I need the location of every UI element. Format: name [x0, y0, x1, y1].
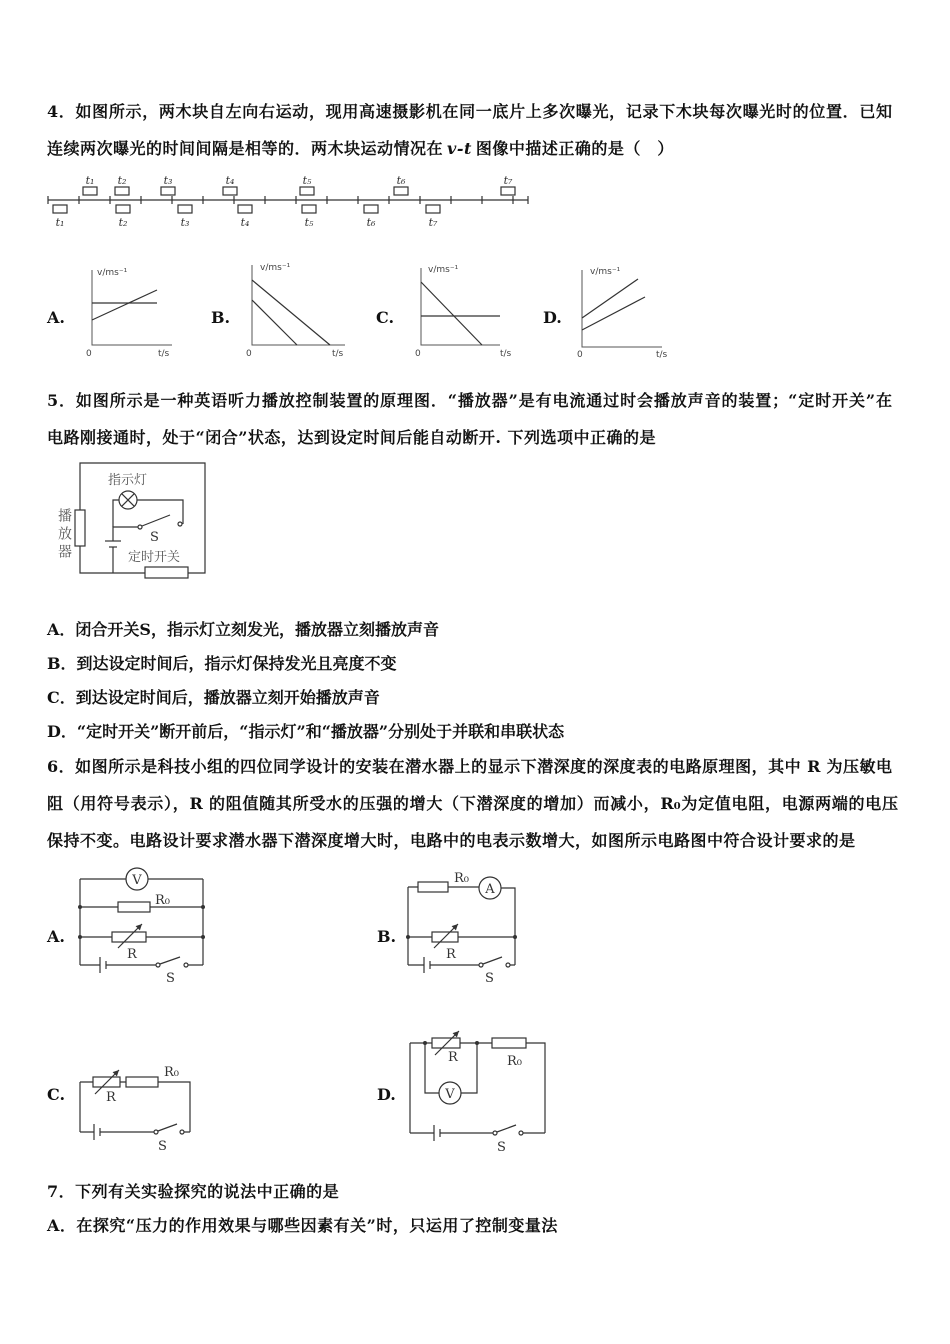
- graph-b-y-label: v/ms⁻¹: [260, 263, 291, 273]
- circuit-b-junction: [513, 935, 517, 939]
- circuit-b-switch-blade: [483, 957, 502, 964]
- circuit-a-junction: [78, 935, 82, 939]
- graph-b-axes: [252, 265, 345, 345]
- lower-block-t5: [302, 205, 316, 213]
- q5-option-c: C．到达设定时间后，播放器立刻开始播放声音: [47, 688, 380, 707]
- switch-label: S: [150, 530, 159, 545]
- lower-block-t1: [53, 205, 67, 213]
- q4-stem-line-1: 4．如图所示，两木块自左向右运动，现用高速摄影机在同一底片上多次曝光，记录下木块每次曝光时的位置．已知: [47, 102, 892, 121]
- lower-label-t1: t₁: [55, 216, 65, 229]
- q6-circuit-c: [70, 1058, 200, 1156]
- lower-block-t6: [364, 205, 378, 213]
- upper-block-t3: [161, 187, 175, 195]
- circuit-d-junction: [475, 1041, 479, 1045]
- circuit-c-loop-wire: [80, 1082, 190, 1132]
- lower-label-t3: t₃: [180, 216, 190, 229]
- circuit-a-r-label: R: [127, 947, 137, 962]
- circuit-c-switch-label: S: [158, 1139, 167, 1154]
- circuit-a-switch-blade: [160, 957, 180, 964]
- q4-option-c-label: C.: [376, 308, 395, 327]
- graph-c-falling-line: [421, 282, 482, 345]
- q6-stem-line-1: 6．如图所示是科技小组的四位同学设计的安装在潜水器上的显示下潜深度的深度表的电路原理图，其中 R 为压敏电: [47, 757, 892, 776]
- circuit-c-r-label: R: [106, 1090, 116, 1105]
- timer-switch-element: [145, 567, 188, 578]
- q5-option-d: D．“定时开关”断开前后，“指示灯”和“播放器”分别处于并联和串联状态: [47, 722, 565, 741]
- circuit-b-r0-label: R₀: [454, 871, 469, 886]
- graph-a: [86, 268, 172, 359]
- graph-a-x-label: t/s: [158, 349, 170, 359]
- graph-a-rising-line: [92, 290, 157, 320]
- graph-a-y-label: v/ms⁻¹: [97, 268, 128, 278]
- graph-d-x-label: t/s: [656, 350, 668, 360]
- graph-d-y-label: v/ms⁻¹: [590, 267, 621, 277]
- lower-block-t3: [178, 205, 192, 213]
- q4-option-d-label: D.: [543, 308, 562, 327]
- lamp-label: 指示灯: [108, 473, 148, 488]
- upper-label-t3: t₃: [163, 174, 173, 187]
- circuit-d-switch-label: S: [497, 1140, 506, 1155]
- q7-option-a: A．在探究“压力的作用效果与哪些因素有关”时，只运用了控制变量法: [47, 1216, 558, 1235]
- upper-label-t2: t₂: [117, 174, 127, 187]
- upper-label-t5: t₅: [302, 174, 312, 187]
- circuit-b-switch-contact: [506, 963, 510, 967]
- q6-stem-line-3: 保持不变。电路设计要求潜水器下潜深度增大时，电路中的电表示数增大，如图所示电路图中符合设计要求的是: [47, 831, 856, 850]
- circuit-c-r0-label: R₀: [164, 1065, 179, 1080]
- circuit-c-fixed-resistor: [126, 1077, 158, 1087]
- graph-d-rising-line-2: [582, 297, 645, 330]
- q6-circuit-a: [70, 862, 215, 987]
- upper-block-t6: [394, 187, 408, 195]
- circuit-d-voltmeter-label: V: [445, 1087, 455, 1102]
- circuit-b-fixed-resistor: [418, 882, 448, 892]
- circuit-c-switch-blade: [158, 1124, 177, 1131]
- circuit-b-ammeter-label: A: [485, 882, 495, 897]
- graph-c-y-label: v/ms⁻¹: [428, 265, 459, 275]
- graph-b-x-label: t/s: [332, 349, 344, 359]
- graph-b: [246, 263, 345, 359]
- upper-block-t2: [115, 187, 129, 195]
- circuit-a-r0-label: R₀: [155, 893, 170, 908]
- circuit-a-fixed-resistor: [118, 902, 150, 912]
- circuit-b-r-label: R: [446, 947, 456, 962]
- q5-option-b: B．到达设定时间后，指示灯保持发光且亮度不变: [47, 654, 397, 673]
- q6-circuit-b: [400, 864, 525, 990]
- circuit-a-switch-label: S: [166, 971, 175, 986]
- circuit-d-fixed-resistor: [492, 1038, 526, 1048]
- q4-stem-line-2-part-b: 图像中描述正确的是（ ）: [475, 139, 674, 158]
- circuit-b-variable-arrow: [434, 924, 458, 948]
- q4-vt-graphs: [75, 258, 685, 362]
- graph-b-falling-line-2: [252, 300, 297, 345]
- switch-left-contact: [138, 525, 142, 529]
- lamp-cross: [122, 494, 135, 507]
- circuit-d-switch-contact: [519, 1131, 523, 1135]
- graph-d: [577, 267, 668, 360]
- switch-blade: [142, 515, 170, 526]
- upper-label-t6: t₆: [396, 174, 406, 187]
- lower-label-t2: t₂: [118, 216, 128, 229]
- circuit-d-sensor-resistor: [432, 1038, 460, 1048]
- graph-a-origin: 0: [86, 349, 92, 359]
- lower-block-t4: [238, 205, 252, 213]
- circuit-d-junction: [423, 1041, 427, 1045]
- upper-block-t1: [83, 187, 97, 195]
- q7-stem-line-1: 7．下列有关实验探究的说法中正确的是: [47, 1182, 340, 1201]
- upper-label-t1: t₁: [85, 174, 95, 187]
- upper-block-t7: [501, 187, 515, 195]
- switch-right-contact: [178, 522, 182, 526]
- q6-option-d-label: D.: [377, 1085, 396, 1104]
- circuit-a-variable-arrow: [118, 924, 142, 948]
- q5-stem-line-1: 5．如图所示是一种英语听力播放控制装置的原理图．“播放器”是有电流通过时会播放声音的装置；“定时开关”在: [47, 391, 892, 410]
- lower-label-t4: t₄: [240, 216, 250, 229]
- upper-label-t4: t₄: [225, 174, 235, 187]
- circuit-a-side-wires: [80, 879, 203, 965]
- upper-block-t4: [223, 187, 237, 195]
- circuit-a-junction: [78, 905, 82, 909]
- q6-option-c-label: C.: [47, 1085, 66, 1104]
- switch-left-wire: [113, 527, 138, 541]
- q5-circuit-diagram: [50, 455, 215, 585]
- q5-stem-line-2: 电路刚接通时，处于“闭合”状态，达到设定时间后能自动断开. 下列选项中正确的是: [47, 428, 657, 447]
- circuit-d-r-label: R: [448, 1050, 458, 1065]
- q4-vt-variable: v-t: [447, 139, 472, 158]
- circuit-a-switch-contact: [156, 963, 160, 967]
- graph-c: [415, 265, 512, 359]
- lower-block-t7: [426, 205, 440, 213]
- graph-b-origin: 0: [246, 349, 252, 359]
- lower-label-t7: t₇: [428, 216, 438, 229]
- q6-circuit-d: [400, 1024, 555, 1158]
- circuit-a-voltmeter-label: V: [132, 873, 142, 888]
- upper-label-t7: t₇: [503, 174, 513, 187]
- circuit-c-switch-contact: [154, 1130, 158, 1134]
- q6-option-a-label: A.: [47, 927, 65, 946]
- q4-option-b-label: B.: [211, 308, 231, 327]
- circuit-d-switch-blade: [497, 1125, 516, 1132]
- circuit-b-switch-label: S: [485, 971, 494, 986]
- circuit-a-junction: [201, 935, 205, 939]
- lower-label-t6: t₆: [366, 216, 376, 229]
- graph-c-origin: 0: [415, 349, 421, 359]
- q4-option-a-label: A.: [47, 308, 65, 327]
- lower-block-t2: [116, 205, 130, 213]
- circuit-a-switch-contact: [184, 963, 188, 967]
- q4-stem-line-2: [47, 139, 674, 159]
- graph-d-origin: 0: [577, 350, 583, 360]
- circuit-b-side-wires: [408, 887, 515, 965]
- player-element: [75, 510, 85, 546]
- q6-option-b-label: B.: [377, 927, 397, 946]
- lower-label-t5: t₅: [304, 216, 314, 229]
- circuit-a-junction: [201, 905, 205, 909]
- graph-c-x-label: t/s: [500, 349, 512, 359]
- q5-option-a: A．闭合开关S，指示灯立刻发光，播放器立刻播放声音: [47, 620, 439, 639]
- circuit-b-switch-contact: [479, 963, 483, 967]
- graph-d-rising-line-1: [582, 279, 638, 318]
- circuit-d-r0-label: R₀: [507, 1054, 522, 1069]
- graph-a-axes: [92, 270, 172, 345]
- circuit-b-junction: [406, 935, 410, 939]
- q6-stem-line-2: 阻（用符号表示），R 的阻值随其所受水的压强的增大（下潜深度的增加）而减小，R₀为定值电阻，电源两端的电压: [47, 794, 898, 813]
- player-label: 播放器: [56, 508, 72, 562]
- upper-block-t5: [300, 187, 314, 195]
- timer-label: 定时开关: [128, 550, 181, 565]
- q4-exposure-timeline: [40, 170, 535, 232]
- circuit-d-switch-contact: [493, 1131, 497, 1135]
- graph-c-axes: [421, 268, 500, 345]
- q4-stem-line-2-part-a: 连续两次曝光的时间间隔是相等的．两木块运动情况在: [47, 139, 444, 158]
- circuit-c-switch-contact: [180, 1130, 184, 1134]
